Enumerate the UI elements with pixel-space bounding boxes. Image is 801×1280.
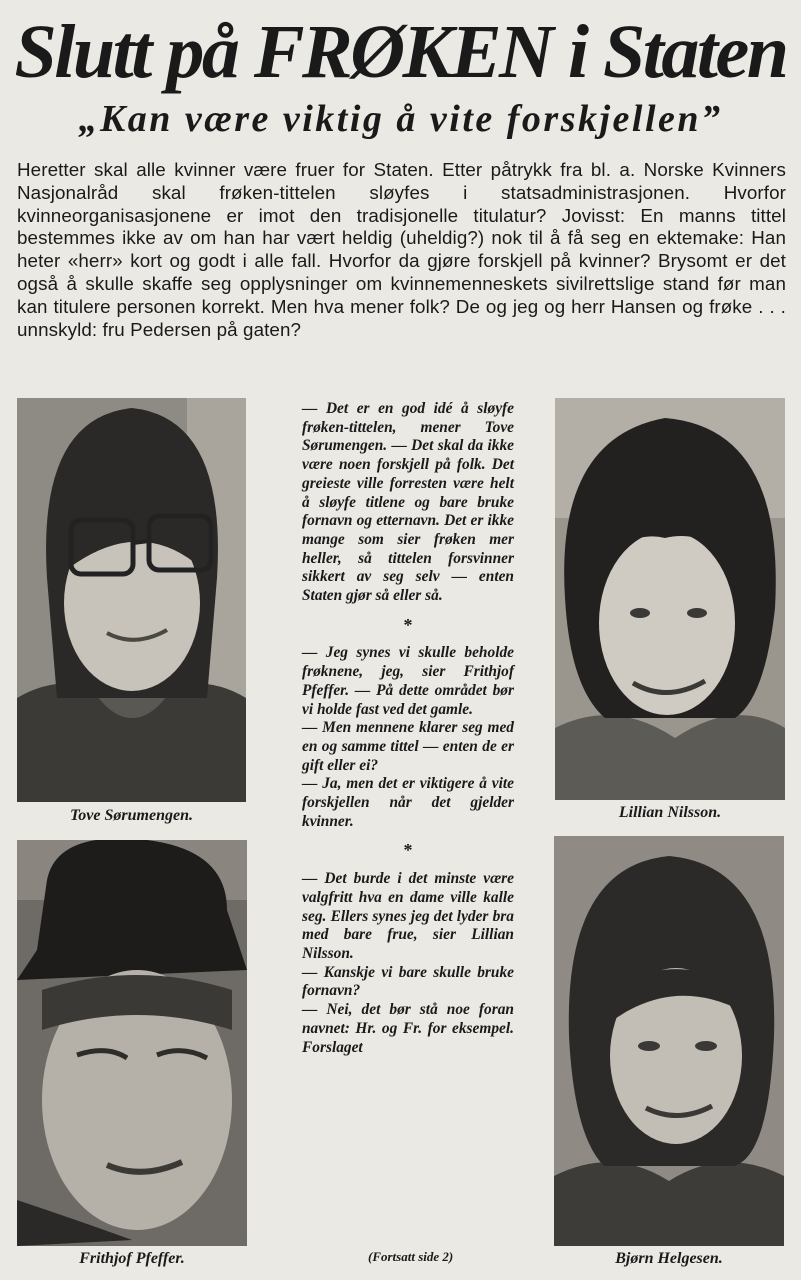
intro-paragraph: Heretter skal alle kvinner være fruer for Staten. Etter påtrykk fra bl. a. Norske Kvinners Nasjonalråd skal frøken-tittelen sløyfes i statsadministrasjonen. Hvorfor kvinneorganisasjonene er imot den tradisjonelle titulatur? Jovisst: En manns tittel bestemmes ikke av om han har vært heldig (uheldig?) nok til å få seg en ektemake: Han heter «herr» kort og godt i alle fall. Hvorfor da gjøre forskjell på kvinner? Brysomt er det også å skulle skaffe seg opplysninger om kvinnemenneskets sivilrettslige stand før man kan titulere personen korrekt. Men hva mener folk? De og jeg og herr Hansen og frøke . . . unnskyld: fru Pedersen på gaten? [17, 159, 786, 340]
interview-paragraph: — Nei, det bør stå noe foran navnet: Hr. og Fr. for eksempel. Forslaget [302, 1001, 514, 1056]
caption-bjorn: Bjørn Helgesen. [615, 1250, 723, 1267]
section-separator: * [403, 840, 413, 861]
photo-tove-sorumengen [17, 398, 246, 802]
section-separator: * [403, 614, 413, 635]
headline: Slutt på FRØKEN i Staten [14, 10, 787, 94]
caption-tove: Tove Sørumengen. [70, 807, 193, 824]
interview-paragraph: — Kanskje vi bare skulle bruke fornavn? [302, 963, 514, 1000]
continued-note: (Fortsatt side 2) [368, 1249, 454, 1264]
photo-lillian-nilsson [555, 398, 785, 800]
interview-paragraph: — Det burde i det minste være valgfritt hva en dame ville kalle seg. Ellers synes jeg det lyder bra med bare frue, sier Lillian Nilsson. [302, 870, 514, 962]
interview-paragraph: — Det er en god idé å sløyfe frøken-tittelen, mener Tove Sørumengen. — Det skal da ikke være noen forskjell på folk. Det greieste ville forresten være helt å sløyfe titlene og bare bruke fornavn og etternavn. Det er ikke mange som sier frøken mer heller, så tittelen forsvinner sikkert av seg selv — enten Staten gjør så eller så. [302, 400, 514, 605]
caption-lillian: Lillian Nilsson. [618, 804, 722, 821]
interview-column [302, 400, 514, 1057]
caption-frithjof: Frithjof Pfeffer. [79, 1250, 185, 1267]
photo-frithjof-pfeffer [17, 840, 247, 1246]
interview-paragraph: — Ja, men det er viktigere å vite forskjellen når det gjelder kvinner. [302, 775, 514, 830]
interview-paragraph: — Men mennene klarer seg med en og samme tittel — enten de er gift eller ei? [302, 719, 514, 774]
subheadline: „Kan være viktig å vite forskjellen” [78, 98, 723, 140]
photo-bjorn-helgesen [554, 836, 784, 1246]
interview-paragraph: — Jeg synes vi skulle beholde frøknene, jeg, sier Frithjof Pfeffer. — På dette området bør vi holde fast ved det gamle. [302, 644, 514, 718]
